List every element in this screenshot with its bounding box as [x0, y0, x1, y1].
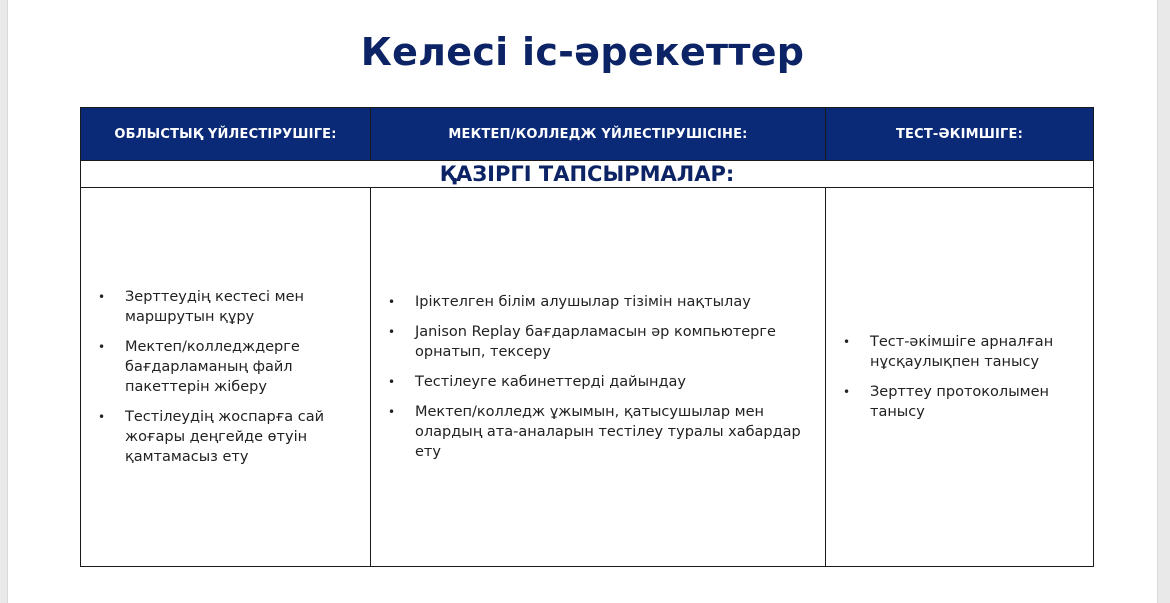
list-item: • Тестілеуге кабинеттерді дайындау: [388, 374, 686, 390]
table-body-row: [81, 188, 1094, 567]
header-school-coordinator: МЕКТЕП/КОЛЛЕДЖ ҮЙЛЕСТІРУШІСІНЕ:: [371, 108, 826, 161]
bullet-icon: •: [98, 290, 106, 304]
list-item: • Мектеп/колледж ұжымын, қатысушылар мен олардың ата-аналарын тестілеу туралы хабардар ету: [388, 404, 801, 460]
bullet-icon: •: [843, 385, 851, 399]
list-item: • Мектеп/колледждерге бағдарламаның файл пакеттерін жіберу: [98, 339, 300, 395]
current-tasks-subheader: ҚАЗІРГІ ТАПСЫРМАЛАР:: [81, 161, 1094, 188]
tasks-table: [80, 107, 1094, 567]
table-subheader-row: [81, 161, 1094, 188]
table-header-row: [81, 108, 1094, 161]
page-title: Келесі іс-әрекеттер: [360, 30, 805, 74]
list-item: • Тест-әкімшіге арналған нұсқаулықпен танысу: [843, 334, 1054, 370]
list-item: • Тестілеудің жоспарға сай жоғары деңгейде өтуін қамтамасыз ету: [98, 409, 325, 465]
bullet-list: [826, 332, 1093, 422]
header-regional-coordinator: ОБЛЫСТЫҚ ҮЙЛЕСТІРУШІГЕ:: [81, 108, 371, 161]
list-item: • Іріктелген білім алушылар тізімін нақтылау: [388, 294, 751, 310]
bullet-icon: •: [388, 375, 396, 389]
bullet-icon: •: [98, 410, 106, 424]
header-test-administrator: ТЕСТ-ӘКІМШІГЕ:: [826, 108, 1094, 161]
regional-coordinator-cell: [81, 188, 371, 567]
test-administrator-cell: [826, 188, 1094, 567]
bullet-icon: •: [98, 340, 106, 354]
bullet-icon: •: [388, 325, 396, 339]
document-page: [7, 0, 1158, 603]
list-item: • Janison Replay бағдарламасын әр компьютерге орнатып, тексеру: [388, 324, 776, 360]
bullet-icon: •: [843, 335, 851, 349]
list-item: • Зерттеу протоколымен танысу: [843, 384, 1049, 420]
bullet-icon: •: [388, 405, 396, 419]
list-item: • Зерттеудің кестесі мен маршрутын құру: [98, 289, 305, 325]
bullet-list: [371, 292, 825, 462]
bullet-icon: •: [388, 295, 396, 309]
bullet-list: [81, 287, 370, 467]
school-coordinator-cell: [371, 188, 826, 567]
